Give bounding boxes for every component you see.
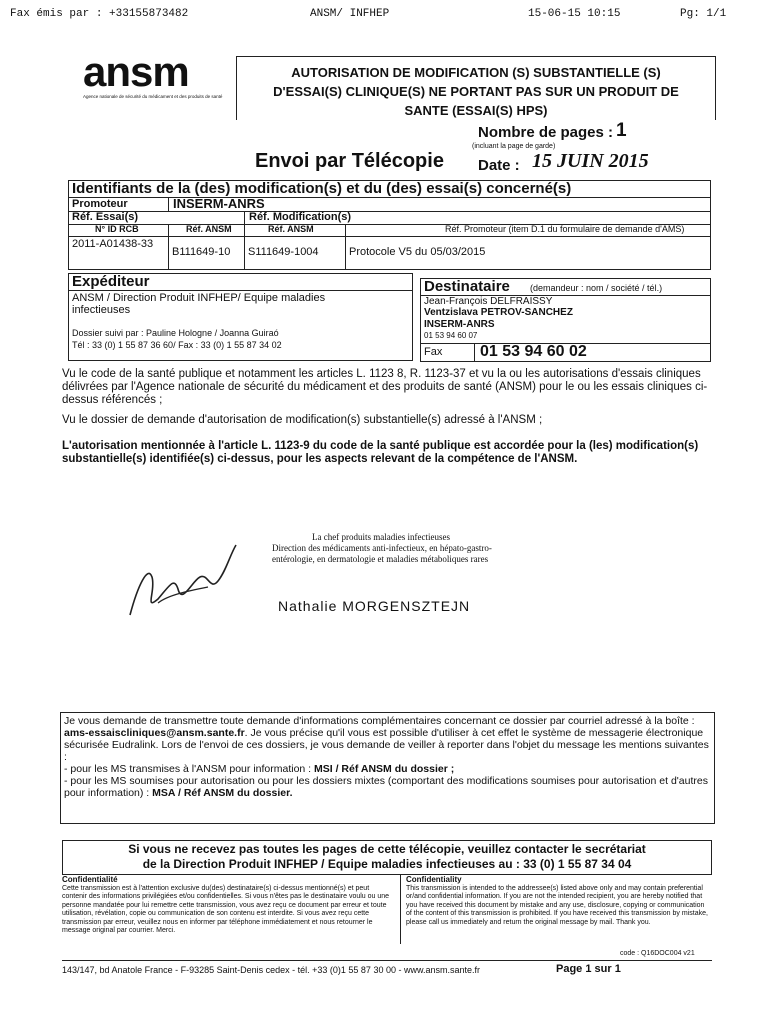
destinataire-title: Destinataire — [424, 278, 510, 295]
body-paragraph-2: Vu le dossier de demande d'autorisation de modification(s) substantielle(s) adressé à l'ANSM ; — [62, 414, 543, 426]
val-ref-ansm-2: S111649-1004 — [248, 246, 319, 258]
destinataire-note: (demandeur : nom / société / tél.) — [530, 283, 663, 293]
info-text-2: . Je vous précise qu'il vous est possible d'utiliser à cet effet le système de messagerie électronique sécurisée Eudralink. Lors de l'envoi de ces dossiers, je vous demande de veiller à reporter dans l'objet du message les mentions suivantes : — [64, 727, 709, 763]
signature-line-2: Direction des médicaments anti-infectieux, en hépato-gastro- — [272, 543, 492, 553]
info-email-link[interactable]: ams-essaiscliniques@ansm.sante.fr — [64, 727, 245, 739]
date-value: 15 JUIN 2015 — [532, 150, 649, 172]
val-id-rcb: 2011-A01438-33 — [72, 238, 154, 250]
confidentialite-text-en: This transmission is intended to the addressee(s) listed above only and may contain preferential or/and confidential information. If you are not the intended recipient, you are hereby notified that you have received this document by mistake and any use, disclosure, copying or communication of the content of this transmission is prohibited. If you have received this transmission by mistake, please call us immediately and return the original message by mail. Thank you. — [406, 884, 708, 926]
title-line-1: AUTORISATION DE MODIFICATION (S) SUBSTANTIELLE (S) — [291, 65, 661, 80]
info-bullet-2-bold: MSA / Réf ANSM du dossier. — [152, 787, 293, 799]
promoteur-label: Promoteur — [72, 198, 128, 210]
info-bullet-1-text: - pour les MS transmises à l'ANSM pour information : — [64, 763, 315, 775]
logo-subtitle: Agence nationale de sécurité du médicament et des produits de santé — [83, 94, 223, 99]
col-ref-ansm: Réf. ANSM — [186, 224, 232, 234]
destinataire-name-2: Ventzislava PETROV-SANCHEZ — [424, 307, 573, 318]
notice-line-2: de la Direction Produit INFHEP / Equipe maladies infectieuses au : 33 (0) 1 55 87 34 04 — [142, 857, 632, 871]
info-box-text — [64, 715, 710, 799]
fax-sender: Fax émis par : +33155873482 — [10, 8, 189, 20]
info-text-1: Je vous demande de transmettre toute demande d'informations complémentaires concernant ce dossier par courriel adressé à la boîte : — [64, 715, 695, 727]
logo-word: ansm — [83, 48, 189, 95]
body-paragraph-1: Vu le code de la santé publique et notamment les articles L. 1123 8, R. 1123-37 et vu la ou les autorisations d'essais cliniques délivrées par l'Agence nationale de sécurité du médicament et des produits de santé (ANSM) pour le ou les essais cliniques ci-dessus référencés ; — [62, 368, 708, 406]
col-ref-ansm-2: Réf. ANSM — [268, 224, 314, 234]
handwritten-signature — [118, 525, 248, 625]
fax-pages: Pg: 1/1 — [680, 8, 727, 20]
signature-line-1: La chef produits maladies infectieuses — [312, 532, 450, 542]
expediteur-tel: Tél : 33 (0) 1 55 87 36 60/ Fax : 33 (0) 1 55 87 34 02 — [72, 340, 282, 350]
footer-page: Page 1 sur 1 — [556, 963, 621, 975]
pages-label: Nombre de pages : — [478, 124, 614, 141]
document-code: code : Q16DOC004 v21 — [620, 950, 695, 957]
expediteur-org: ANSM / Direction Produit INFHEP/ Equipe maladies infectieuses — [72, 292, 326, 316]
ref-modif-label: Réf. Modification(s) — [249, 211, 352, 223]
expediteur-suivi: Dossier suivi par : Pauline Hologne / Joanna Guiraó — [72, 328, 279, 338]
val-ref-ansm: B111649-10 — [172, 246, 231, 258]
ansm-logo — [83, 48, 233, 99]
fax-org: ANSM/ INFHEP — [310, 8, 390, 20]
info-bullet-2-text: - pour les MS soumises pour autorisation ou pour les dossiers mixtes (comportant des modifications soumises pour autorisation et d'autres pour information) : — [64, 775, 708, 799]
document-title — [236, 56, 716, 120]
identifiants-title: Identifiants de la (des) modification(s) et du (des) essai(s) concerné(s) — [72, 180, 572, 197]
info-bullet-1-bold: MSI / Réf ANSM du dossier ; — [314, 763, 455, 775]
fax-datetime: 15-06-15 10:15 — [528, 8, 621, 20]
expediteur-title: Expéditeur — [72, 273, 150, 290]
col-id-rcb: N° ID RCB — [95, 224, 139, 234]
destinataire-name-1: Jean-François DELFRAISSY — [424, 296, 553, 307]
envoi-title: Envoi par Télécopie — [255, 150, 444, 172]
signature-name: Nathalie MORGENSZTEJN — [278, 598, 471, 614]
confidentialite-title-fr: Confidentialité — [62, 875, 118, 884]
col-ref-promoteur: Réf. Promoteur (item D.1 du formulaire de demande d'AMS) — [445, 224, 685, 234]
destinataire-org: INSERM-ANRS — [424, 319, 495, 330]
title-line-2: D'ESSAI(S) CLINIQUE(S) NE PORTANT PAS SUR UN PRODUIT DE — [273, 84, 679, 99]
confidentialite-fr — [62, 876, 392, 936]
confidentialite-text-fr: Cette transmission est à l'attention exclusive du(des) destinataire(s) ci-dessus mentionné(s) et peut contenir des informations privilégiées et/ou confidentielles. Si vous n'êtes pas le destinataire voulu ou une personne mandatée pour lui remettre cette transmission, vous avez reçu ce document par erreur et toute utilisation, révélation, copie ou communication de son contenu est interdite. Si vous avez reçu cette transmission par erreur, veuillez nous en informer par téléphone immédiatement et nous retourner le message original par courrier. Merci. — [62, 884, 390, 934]
confidentialite-title-en: Confidentiality — [406, 875, 462, 884]
notice-line-1: Si vous ne recevez pas toutes les pages de cette télécopie, veuillez contacter le secrétariat — [128, 842, 646, 856]
pages-value: 1 — [616, 120, 627, 141]
destinataire-tel: 01 53 94 60 07 — [424, 331, 478, 340]
ref-essai-label: Réf. Essai(s) — [72, 211, 139, 223]
fax-value: 01 53 94 60 02 — [480, 343, 587, 360]
body-paragraph-3: L'autorisation mentionnée à l'article L. 1123-9 du code de la santé publique est accordée pour la (les) modification(s) substantielle(s) identifiée(s) ci-dessus, pour les aspects relevant de la compétence de l'ANSM. — [62, 440, 699, 465]
date-label: Date : — [478, 157, 520, 174]
footer-address: 143/147, bd Anatole France - F-93285 Saint-Denis cedex - tél. +33 (0)1 55 87 30 00 - www.ansm.sante.fr — [62, 965, 480, 975]
signature-title — [272, 532, 492, 565]
val-ref-promoteur: Protocole V5 du 05/03/2015 — [349, 246, 486, 258]
fax-label: Fax — [424, 346, 443, 358]
title-line-3: SANTE (ESSAI(S) HPS) — [404, 103, 548, 118]
promoteur-value: INSERM-ANRS — [173, 196, 265, 211]
notice-text — [62, 842, 712, 872]
signature-line-3: entérologie, en dermatologie et maladies métaboliques rares — [272, 554, 489, 564]
pages-note: (incluant la page de garde) — [472, 143, 556, 150]
confidentialite-en — [406, 876, 711, 927]
